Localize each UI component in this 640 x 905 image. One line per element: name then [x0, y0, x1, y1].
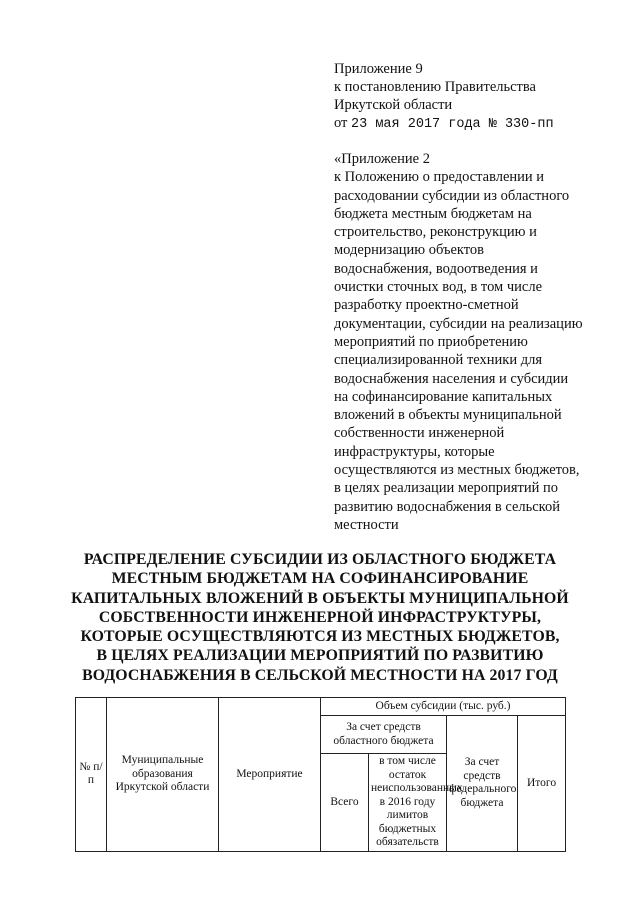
reference-line: разработку проектно-сметной: [334, 297, 519, 314]
header-number: № п/п: [76, 698, 107, 852]
header-unused-remainder: в том числе остаток неиспользованных в 2016 году лимитов бюджетных обязательств: [369, 754, 447, 852]
reference-appendix: [334, 150, 596, 534]
reference-line: строительство, реконструкцию и: [334, 224, 537, 241]
reference-line: документации, субсидии на реализацию: [334, 315, 583, 332]
reference-line: развитию водоснабжения в сельской: [334, 498, 560, 515]
header-municipality: Муниципальные образования Иркутской области: [107, 698, 219, 852]
title-line: ВОДОСНАБЖЕНИЯ В СЕЛЬСКОЙ МЕСТНОСТИ НА 2017 ГОД: [82, 666, 558, 684]
appendix-region: Иркутской области: [334, 97, 453, 113]
title-line: КАПИТАЛЬНЫХ ВЛОЖЕНИЙ В ОБЪЕКТЫ МУНИЦИПАЛЬНОЙ: [71, 589, 569, 607]
header-measure: Мероприятие: [219, 698, 321, 852]
reference-line: местности: [334, 516, 399, 533]
header-subsidy-volume: Объем субсидии (тыс. руб.): [321, 698, 566, 716]
reference-line: расходовании субсидии из областного: [334, 187, 570, 204]
header-federal-budget: За счет средств федерального бюджета: [447, 716, 518, 852]
header-total-regional: Всего: [321, 754, 369, 852]
reference-line: специализированной техники для: [334, 352, 543, 369]
reference-line: водоснабжения, водоотведения и: [334, 260, 538, 277]
reference-line: инфраструктуры, которые: [334, 443, 495, 460]
reference-line: вложений в объекты муниципальной: [334, 407, 562, 424]
reference-line: осуществляются из местных бюджетов,: [334, 462, 580, 479]
reference-line: на софинансирование капитальных: [334, 388, 553, 405]
appendix-header: [334, 60, 596, 134]
reference-line: мероприятий по приобретению: [334, 333, 528, 350]
appendix-number: Приложение 9: [334, 61, 423, 77]
header-regional-budget: За счет средств областного бюджета: [321, 716, 447, 754]
appendix-date-line: [334, 114, 596, 134]
reference-line: очистки сточных вод, в том числе: [334, 279, 543, 296]
reference-heading: «Приложение 2: [334, 151, 430, 167]
title-line: СОБСТВЕННОСТИ ИНЖЕНЕРНОЙ ИНФРАСТРУКТУРЫ,: [98, 608, 542, 626]
subsidy-table: [75, 697, 566, 852]
reference-line: собственности инженерной: [334, 425, 505, 442]
title-line: МЕСТНЫМ БЮДЖЕТАМ НА СОФИНАНСИРОВАНИЕ: [111, 570, 529, 588]
reference-line: бюджета местным бюджетам на: [334, 205, 532, 222]
title-line: КОТОРЫЕ ОСУЩЕСТВЛЯЮТСЯ ИЗ МЕСТНЫХ БЮДЖЕТОВ,: [80, 628, 560, 646]
appendix-resolution: к постановлению Правительства: [334, 79, 536, 95]
title-line: В ЦЕЛЯХ РЕАЛИЗАЦИИ МЕРОПРИЯТИЙ ПО РАЗВИТИЮ: [96, 647, 544, 665]
reference-line: модернизацию объектов: [334, 242, 485, 259]
document-title: [60, 550, 580, 685]
title-line: РАСПРЕДЕЛЕНИЕ СУБСИДИИ ИЗ ОБЛАСТНОГО БЮДЖЕТА: [83, 551, 557, 568]
header-grand-total: Итого: [518, 716, 566, 852]
reference-line: водоснабжения населения и субсидии: [334, 370, 569, 387]
reference-line: в целях реализации мероприятий по: [334, 480, 558, 497]
reference-line: к Положению о предоставлении и: [334, 169, 545, 186]
date-typed: 23 мая 2017 года № 330-пп: [351, 117, 554, 132]
date-prefix: от: [334, 115, 348, 131]
